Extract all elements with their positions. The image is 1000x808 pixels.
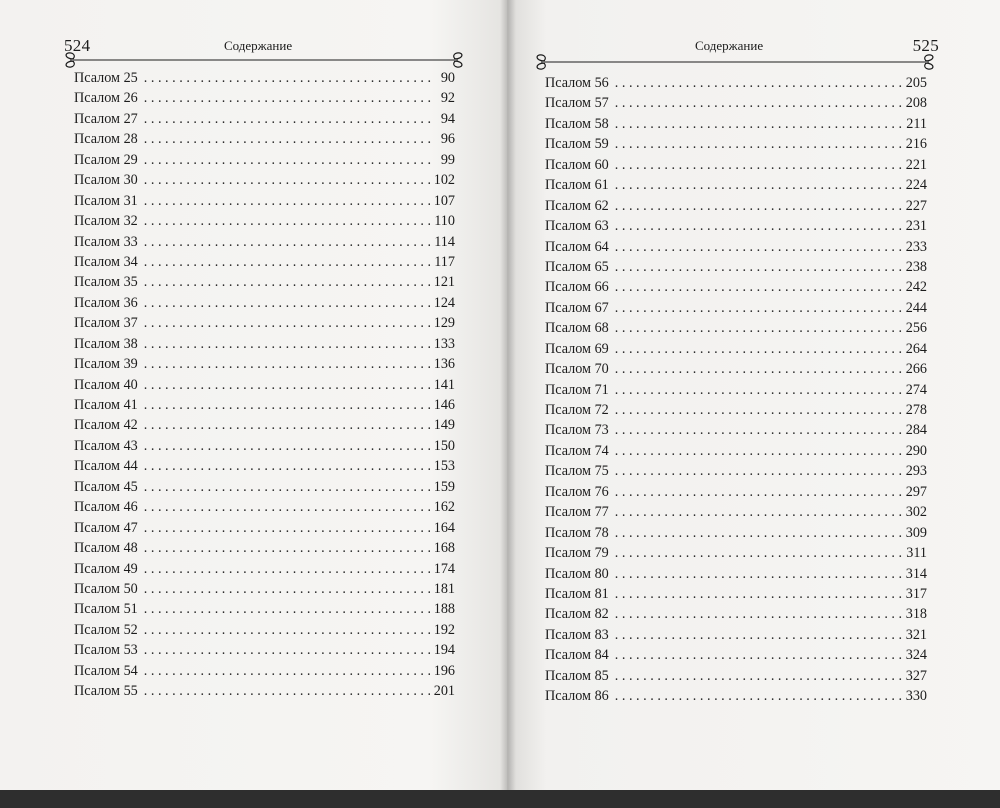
toc-dot-leader (144, 252, 430, 272)
toc-dot-leader (144, 477, 430, 497)
toc-dot-leader (615, 155, 902, 175)
toc-entry (545, 604, 927, 624)
toc-dot-leader (144, 293, 430, 313)
toc-dot-leader (144, 334, 430, 354)
toc-dot-leader (144, 170, 430, 190)
toc-entry-page-number: 164 (433, 519, 455, 536)
toc-dot-leader (144, 150, 431, 170)
toc-entry-title: Псалом 64 (545, 238, 609, 255)
toc-entry-title: Псалом 55 (74, 683, 138, 700)
left-page-number: 524 (64, 36, 91, 55)
right-page-number: 525 (912, 36, 939, 55)
toc-entry-page-number: 256 (905, 320, 927, 337)
toc-entry-title: Псалом 79 (545, 545, 609, 562)
toc-entry-page-number: 274 (905, 381, 927, 398)
toc-dot-leader (615, 175, 902, 195)
toc-entry (74, 88, 455, 108)
toc-entry (545, 645, 927, 665)
toc-entry (545, 441, 927, 461)
toc-dot-leader (144, 415, 430, 435)
toc-entry-title: Псалом 85 (545, 667, 609, 684)
toc-entry (74, 252, 455, 272)
toc-entry-title: Псалом 52 (74, 621, 138, 638)
toc-entry (545, 523, 927, 543)
toc-entry-title: Псалом 39 (74, 356, 138, 373)
toc-dot-leader (144, 538, 430, 558)
toc-entry-page-number: 211 (906, 115, 927, 132)
toc-entry (74, 436, 455, 456)
toc-entry-title: Псалом 75 (545, 463, 609, 480)
toc-entry-title: Псалом 74 (545, 442, 609, 459)
toc-dot-leader (144, 129, 431, 149)
toc-entry-title: Псалом 38 (74, 335, 138, 352)
toc-entry-page-number: 321 (905, 626, 927, 643)
toc-entry (545, 502, 927, 522)
toc-entry (545, 257, 927, 277)
toc-dot-leader (144, 211, 430, 231)
toc-entry-page-number: 149 (433, 417, 455, 434)
toc-dot-leader (144, 579, 430, 599)
toc-dot-leader (144, 88, 431, 108)
toc-entry-page-number: 90 (440, 70, 455, 86)
toc-dot-leader (144, 559, 430, 579)
toc-entry-title: Псалом 37 (74, 315, 138, 332)
toc-entry-title: Псалом 49 (74, 560, 138, 577)
toc-entry (545, 155, 927, 175)
toc-dot-leader (615, 400, 902, 420)
toc-entry-page-number: 242 (905, 279, 927, 296)
right-running-head-title: Содержание (695, 38, 764, 53)
toc-entry (74, 395, 455, 415)
toc-entry-title: Псалом 40 (74, 376, 138, 393)
toc-entry-title: Псалом 28 (74, 131, 138, 148)
toc-entry-title: Псалом 76 (545, 483, 609, 500)
toc-dot-leader (615, 237, 902, 257)
toc-entry-title: Псалом 36 (74, 294, 138, 311)
toc-dot-leader (144, 681, 430, 701)
toc-entry (74, 150, 455, 170)
right-page (507, 0, 1000, 790)
toc-entry-title: Псалом 31 (74, 192, 138, 209)
toc-entry (74, 354, 455, 374)
toc-entry-title: Псалом 63 (545, 218, 609, 235)
toc-dot-leader (615, 543, 902, 563)
toc-entry (74, 375, 455, 395)
toc-entry (74, 477, 455, 497)
toc-entry-page-number: 92 (440, 90, 455, 107)
toc-entry (545, 93, 927, 113)
toc-entry (74, 272, 455, 292)
toc-entry-page-number: 317 (905, 585, 927, 602)
toc-entry (74, 538, 455, 558)
toc-entry (545, 420, 927, 440)
toc-entry-title: Псалом 32 (74, 213, 138, 230)
table-of-contents-right (545, 73, 927, 707)
toc-dot-leader (615, 380, 902, 400)
toc-dot-leader (615, 359, 902, 379)
toc-entry-title: Псалом 65 (545, 258, 609, 275)
toc-dot-leader (615, 604, 902, 624)
toc-dot-leader (144, 456, 430, 476)
toc-entry (74, 415, 455, 435)
toc-entry-page-number: 159 (433, 478, 455, 495)
toc-dot-leader (615, 686, 902, 706)
toc-entry-page-number: 297 (905, 483, 927, 500)
toc-entry-title: Псалом 26 (74, 90, 138, 107)
toc-entry (74, 68, 455, 88)
toc-dot-leader (615, 666, 902, 686)
toc-entry-page-number: 194 (433, 642, 455, 659)
toc-entry (74, 661, 455, 681)
toc-dot-leader (144, 109, 431, 129)
toc-entry-page-number: 196 (433, 662, 455, 679)
toc-entry (74, 620, 455, 640)
toc-entry-page-number: 244 (905, 299, 927, 316)
toc-dot-leader (615, 93, 902, 113)
toc-dot-leader (615, 298, 902, 318)
toc-entry-page-number: 110 (434, 213, 455, 230)
toc-entry-page-number: 107 (433, 192, 455, 209)
toc-entry-page-number: 114 (434, 233, 455, 250)
toc-entry-page-number: 224 (905, 177, 927, 194)
toc-entry-page-number: 168 (433, 540, 455, 557)
toc-entry-title: Псалом 69 (545, 340, 609, 357)
toc-entry (74, 640, 455, 660)
toc-entry (74, 293, 455, 313)
toc-entry-title: Псалом 82 (545, 606, 609, 623)
toc-entry (74, 518, 455, 538)
toc-entry (545, 400, 927, 420)
toc-dot-leader (615, 523, 902, 543)
toc-entry-page-number: 238 (905, 258, 927, 275)
ornamental-rule-icon (531, 52, 939, 72)
toc-entry-page-number: 311 (906, 545, 927, 562)
toc-dot-leader (615, 461, 902, 481)
book-gutter (500, 0, 516, 790)
toc-entry (545, 339, 927, 359)
toc-entry-page-number: 327 (905, 667, 927, 684)
toc-dot-leader (615, 441, 902, 461)
toc-entry-title: Псалом 61 (545, 177, 609, 194)
toc-entry (74, 109, 455, 129)
toc-entry-title: Псалом 59 (545, 136, 609, 153)
toc-dot-leader (144, 272, 430, 292)
toc-entry-title: Псалом 81 (545, 585, 609, 602)
toc-entry-title: Псалом 62 (545, 197, 609, 214)
toc-entry-page-number: 150 (433, 437, 455, 454)
toc-entry-title: Псалом 35 (74, 274, 138, 291)
toc-entry-page-number: 227 (905, 197, 927, 214)
toc-entry (545, 482, 927, 502)
toc-entry-title: Псалом 54 (74, 662, 138, 679)
toc-entry (545, 134, 927, 154)
toc-entry-page-number: 278 (905, 402, 927, 418)
toc-entry-page-number: 309 (905, 524, 927, 541)
toc-entry-title: Псалом 68 (545, 320, 609, 337)
toc-entry-title: Псалом 25 (74, 70, 138, 86)
toc-entry-title: Псалом 53 (74, 642, 138, 659)
toc-entry-page-number: 96 (440, 131, 455, 148)
toc-dot-leader (144, 436, 430, 456)
toc-entry (545, 380, 927, 400)
toc-dot-leader (615, 73, 902, 93)
toc-entry (545, 196, 927, 216)
toc-dot-leader (615, 277, 902, 297)
toc-dot-leader (615, 502, 902, 522)
toc-dot-leader (615, 584, 902, 604)
toc-entry (545, 216, 927, 236)
toc-entry-page-number: 146 (433, 397, 455, 413)
left-page (0, 0, 507, 790)
toc-entry-page-number: 205 (905, 75, 927, 91)
toc-entry-title: Псалом 57 (545, 95, 609, 112)
toc-entry (545, 73, 927, 93)
toc-entry-page-number: 302 (905, 504, 927, 521)
toc-entry-title: Псалом 83 (545, 626, 609, 643)
toc-entry (545, 564, 927, 584)
toc-entry-title: Псалом 80 (545, 565, 609, 582)
toc-dot-leader (144, 68, 431, 88)
toc-entry-title: Псалом 71 (545, 381, 609, 398)
toc-entry-title: Псалом 27 (74, 110, 138, 127)
toc-entry-title: Псалом 45 (74, 478, 138, 495)
toc-entry-title: Псалом 56 (545, 75, 609, 91)
toc-entry-title: Псалом 84 (545, 647, 609, 664)
toc-entry-page-number: 94 (440, 110, 455, 127)
toc-entry-title: Псалом 42 (74, 417, 138, 434)
toc-entry-title: Псалом 48 (74, 540, 138, 557)
toc-entry-page-number: 133 (433, 335, 455, 352)
toc-dot-leader (144, 620, 430, 640)
toc-dot-leader (615, 114, 902, 134)
toc-dot-leader (615, 318, 902, 338)
toc-entry-page-number: 201 (433, 683, 455, 700)
toc-dot-leader (144, 232, 430, 252)
toc-dot-leader (615, 625, 902, 645)
toc-dot-leader (615, 339, 902, 359)
toc-dot-leader (615, 564, 902, 584)
left-running-head-title: Содержание (224, 38, 293, 53)
toc-entry-page-number: 330 (905, 688, 927, 705)
toc-entry-page-number: 102 (433, 172, 455, 189)
toc-dot-leader (615, 196, 902, 216)
toc-entry-title: Псалом 78 (545, 524, 609, 541)
toc-entry-page-number: 141 (433, 376, 455, 393)
toc-entry-page-number: 314 (905, 565, 927, 582)
toc-entry (545, 625, 927, 645)
toc-entry (545, 318, 927, 338)
toc-entry (74, 456, 455, 476)
toc-entry-title: Псалом 50 (74, 580, 138, 597)
toc-dot-leader (144, 191, 430, 211)
toc-entry-title: Псалом 47 (74, 519, 138, 536)
toc-entry-page-number: 136 (433, 356, 455, 373)
toc-dot-leader (144, 518, 430, 538)
toc-entry (74, 599, 455, 619)
toc-entry (74, 211, 455, 231)
toc-entry-page-number: 117 (434, 253, 455, 270)
toc-dot-leader (144, 354, 430, 374)
toc-entry-title: Псалом 66 (545, 279, 609, 296)
toc-entry (545, 543, 927, 563)
toc-dot-leader (615, 420, 902, 440)
toc-entry (545, 237, 927, 257)
toc-dot-leader (144, 599, 430, 619)
toc-entry (74, 559, 455, 579)
table-of-contents-left (74, 68, 455, 702)
toc-entry-page-number: 324 (905, 647, 927, 664)
toc-entry (545, 298, 927, 318)
toc-entry (545, 277, 927, 297)
toc-entry-title: Псалом 51 (74, 601, 138, 618)
toc-dot-leader (615, 482, 902, 502)
toc-entry (545, 359, 927, 379)
toc-entry (74, 191, 455, 211)
toc-entry-page-number: 162 (433, 499, 455, 516)
toc-entry-page-number: 129 (433, 315, 455, 332)
toc-entry-title: Псалом 34 (74, 253, 138, 270)
toc-entry-title: Псалом 43 (74, 437, 138, 454)
toc-entry-page-number: 290 (905, 442, 927, 459)
toc-entry-page-number: 192 (433, 621, 455, 638)
toc-dot-leader (144, 661, 430, 681)
toc-entry-title: Псалом 41 (74, 397, 138, 413)
toc-entry (545, 666, 927, 686)
toc-dot-leader (615, 216, 902, 236)
toc-entry (74, 334, 455, 354)
toc-entry (74, 232, 455, 252)
toc-entry-title: Псалом 44 (74, 458, 138, 475)
toc-dot-leader (615, 257, 902, 277)
toc-dot-leader (144, 640, 430, 660)
toc-entry-page-number: 293 (905, 463, 927, 480)
toc-dot-leader (144, 375, 430, 395)
toc-entry (545, 686, 927, 706)
toc-entry-title: Псалом 86 (545, 688, 609, 705)
toc-entry (545, 584, 927, 604)
toc-entry-page-number: 216 (905, 136, 927, 153)
toc-entry (74, 129, 455, 149)
toc-entry-title: Псалом 72 (545, 402, 609, 418)
toc-entry-page-number: 233 (905, 238, 927, 255)
toc-entry-page-number: 188 (433, 601, 455, 618)
toc-dot-leader (615, 134, 902, 154)
toc-entry-page-number: 153 (433, 458, 455, 475)
toc-entry-page-number: 99 (440, 151, 455, 168)
toc-entry-title: Псалом 33 (74, 233, 138, 250)
ornamental-rule-icon (60, 50, 468, 70)
toc-entry-page-number: 231 (905, 218, 927, 235)
toc-entry-page-number: 221 (905, 156, 927, 173)
toc-entry-title: Псалом 30 (74, 172, 138, 189)
toc-entry-title: Псалом 58 (545, 115, 609, 132)
toc-entry (74, 313, 455, 333)
toc-entry (74, 170, 455, 190)
toc-entry-page-number: 121 (433, 274, 455, 291)
toc-entry-title: Псалом 67 (545, 299, 609, 316)
toc-entry-title: Псалом 70 (545, 361, 609, 378)
toc-entry-title: Псалом 77 (545, 504, 609, 521)
toc-entry-page-number: 181 (433, 580, 455, 597)
toc-dot-leader (144, 313, 430, 333)
toc-entry-page-number: 124 (433, 294, 455, 311)
toc-entry-title: Псалом 29 (74, 151, 138, 168)
toc-entry-title: Псалом 73 (545, 422, 609, 439)
toc-entry-title: Псалом 46 (74, 499, 138, 516)
toc-dot-leader (144, 395, 430, 415)
toc-entry-page-number: 284 (905, 422, 927, 439)
toc-entry (74, 681, 455, 701)
toc-entry (545, 461, 927, 481)
toc-entry (545, 114, 927, 134)
toc-dot-leader (615, 645, 902, 665)
toc-entry-page-number: 266 (905, 361, 927, 378)
toc-dot-leader (144, 497, 430, 517)
toc-entry-page-number: 208 (905, 95, 927, 112)
toc-entry-page-number: 318 (905, 606, 927, 623)
background-surface (0, 790, 1000, 808)
toc-entry (74, 497, 455, 517)
toc-entry (545, 175, 927, 195)
toc-entry-page-number: 174 (433, 560, 455, 577)
toc-entry-title: Псалом 60 (545, 156, 609, 173)
toc-entry (74, 579, 455, 599)
toc-entry-page-number: 264 (905, 340, 927, 357)
